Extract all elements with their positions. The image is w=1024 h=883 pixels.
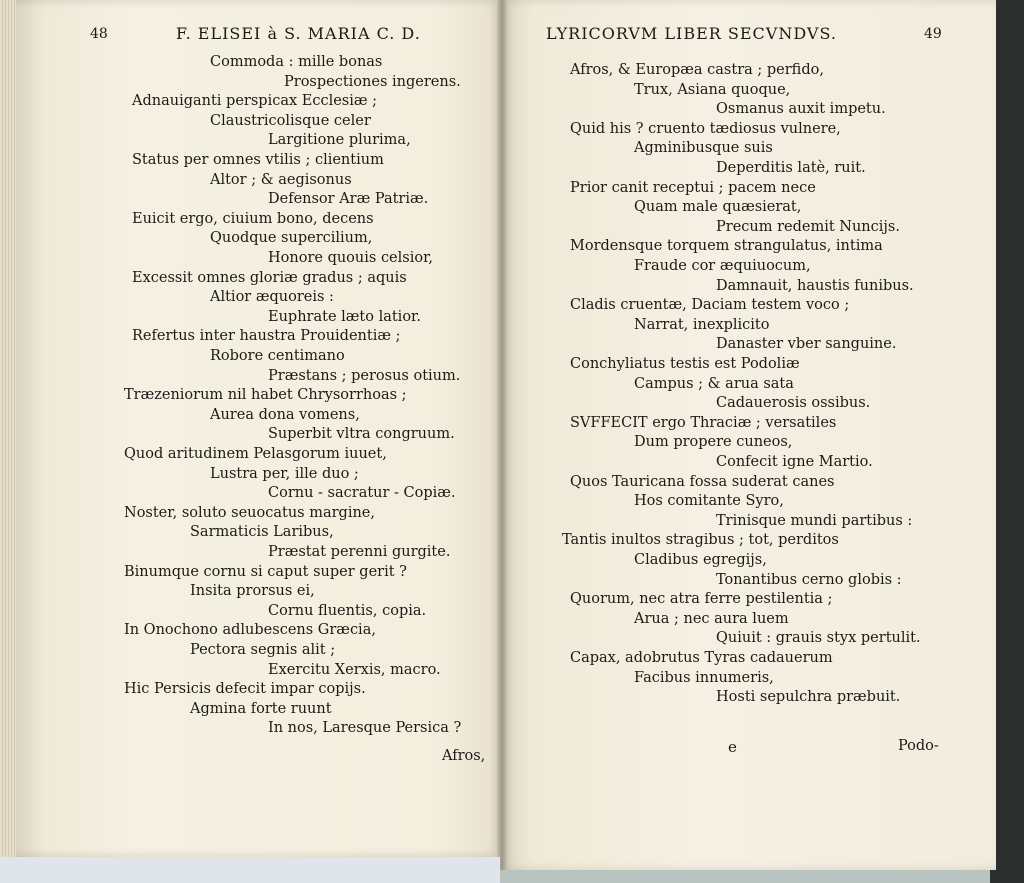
verse-line: Præstat perenni gurgite. [268, 544, 451, 560]
verse-line: In nos, Laresque Persica ? [268, 720, 462, 737]
verse-line: Quorum, nec atra ferre pestilentia ; [570, 591, 833, 608]
running-head-right: LYRICORVM LIBER SECVNDVS. [546, 24, 837, 43]
verse-line: Cladis cruentæ, Daciam testem voco ; [570, 297, 850, 314]
verse-line: Precum redemit Nuncijs. [716, 218, 900, 235]
running-head-left: F. ELISEI à S. MARIA C. D. [176, 24, 421, 43]
catchword-left: Afros, [442, 748, 486, 764]
verse-line: In Onochono adlubescens Græcia, [124, 622, 376, 639]
verse-line: Euphrate læto latior. [268, 308, 421, 325]
verse-line: Lustra per, ille duo ; [210, 465, 359, 482]
verse-line: Prospectiones ingerens. [284, 73, 461, 90]
verse-line: Agmina forte ruunt [190, 700, 332, 717]
verse-line: Deperditis latè, ruit. [716, 160, 866, 176]
verse-line: Euicit ergo, ciuium bono, decens [132, 210, 374, 227]
verse-line: Insita prorsus ei, [190, 583, 315, 600]
verse-line: Noster, soluto seuocatus margine, [124, 504, 375, 521]
verse-line: Quod aritudinem Pelasgorum iuuet, [124, 446, 387, 462]
verse-line: Claustricolisque celer [210, 112, 371, 129]
verse-line: Fraude cor æquiuocum, [634, 258, 811, 274]
verse-line: Facibus innumeris, [634, 669, 774, 686]
verse-line: Quos Tauricana fossa suderat canes [570, 473, 835, 490]
verse-line: Hos comitante Syro, [634, 493, 784, 510]
verse-line: Adnauiganti perspicax Ecclesiæ ; [132, 93, 378, 110]
verse-line: Defensor Aræ Patriæ. [268, 191, 429, 208]
verse-line: Altior æquoreis : [210, 289, 334, 306]
book-gutter [497, 0, 507, 870]
verse-line: Robore centimano [210, 348, 345, 364]
verse-line: Exercitu Xerxis, macro. [268, 661, 441, 678]
verse-line: Commoda : mille bonas [210, 54, 383, 70]
verse-line: Altor ; & aegisonus [210, 171, 352, 188]
verse-line: Binumque cornu si caput super gerit ? [124, 563, 407, 580]
verse-line: Agminibusque suis [634, 140, 773, 157]
verse-line: Træzeniorum nil habet Chrysorrhoas ; [124, 387, 407, 404]
verse-line: Cadauerosis ossibus. [716, 395, 871, 412]
verse-line: Præstans ; perosus otium. [268, 367, 461, 384]
catchword-right: Podo- [898, 738, 939, 754]
signature-mark: e [728, 738, 737, 756]
page-number-right: 49 [924, 26, 942, 42]
verse-line: Narrat, inexplicito [634, 316, 770, 333]
verse-line: Damnauit, haustis funibus. [716, 277, 914, 294]
verse-line: Osmanus auxit impetu. [716, 101, 886, 118]
verse-line: Tonantibus cerno globis : [716, 571, 902, 588]
scan-background-bottom [0, 857, 500, 883]
verse-line: Cladibus egregijs, [634, 552, 767, 568]
verse-line: Arua ; nec aura luem [634, 610, 789, 627]
verse-line: Sarmaticis Laribus, [190, 524, 334, 541]
verse-line: Cornu fluentis, copia. [268, 602, 427, 619]
verse-line: Conchyliatus testis est Podoliæ [570, 356, 800, 372]
verse-line: Refertus inter haustra Prouidentiæ ; [132, 328, 401, 345]
verse-line: Superbit vltra congruum. [268, 426, 455, 443]
verse-line: Cornu - sacratur - Copiæ. [268, 485, 456, 502]
verse-line: Pectora segnis alit ; [190, 642, 336, 658]
verse-line: Quid his ? cruento tædiosus vulnere, [570, 120, 841, 137]
verse-line: Hosti sepulchra præbuit. [716, 689, 901, 706]
verse-line: Excessit omnes gloriæ gradus ; aquis [132, 269, 407, 286]
verse-line: Dum propere cuneos, [634, 434, 793, 451]
verse-line: Tantis inultos stragibus ; tot, perditos [562, 532, 839, 549]
verse-line: Campus ; & arua sata [634, 375, 794, 392]
verse-line: Trinisque mundi partibus : [716, 512, 913, 529]
verse-line: Quam male quæsierat, [634, 199, 802, 216]
verse-line: Mordensque torquem strangulatus, intima [570, 238, 883, 255]
verse-line: Status per omnes vtilis ; clientium [132, 152, 384, 168]
verse-line: Quiuit : grauis styx pertulit. [716, 630, 921, 647]
verse-line: Quodque supercilium, [210, 230, 373, 247]
left-page [14, 0, 502, 857]
verse-line: SVFFECIT ergo Thraciæ ; versatiles [570, 414, 837, 431]
verse-line: Trux, Asiana quoque, [634, 81, 791, 98]
right-page [502, 0, 996, 870]
verse-line: Prior canit receptui ; pacem nece [570, 179, 816, 196]
page-edges [0, 0, 16, 857]
verse-line: Honore quouis celsior, [268, 250, 434, 266]
verse-line: Aurea dona vomens, [210, 406, 360, 423]
verse-line: Afros, & Europæa castra ; perfido, [570, 62, 824, 78]
verse-line: Confecit igne Martio. [716, 454, 873, 470]
verse-line: Capax, adobrutus Tyras cadauerum [570, 650, 833, 666]
verse-line: Hic Persicis defecit impar copijs. [124, 681, 366, 698]
page-number-left: 48 [90, 26, 108, 42]
verse-line: Danaster vber sanguine. [716, 336, 897, 353]
verse-line: Largitione plurima, [268, 132, 411, 149]
